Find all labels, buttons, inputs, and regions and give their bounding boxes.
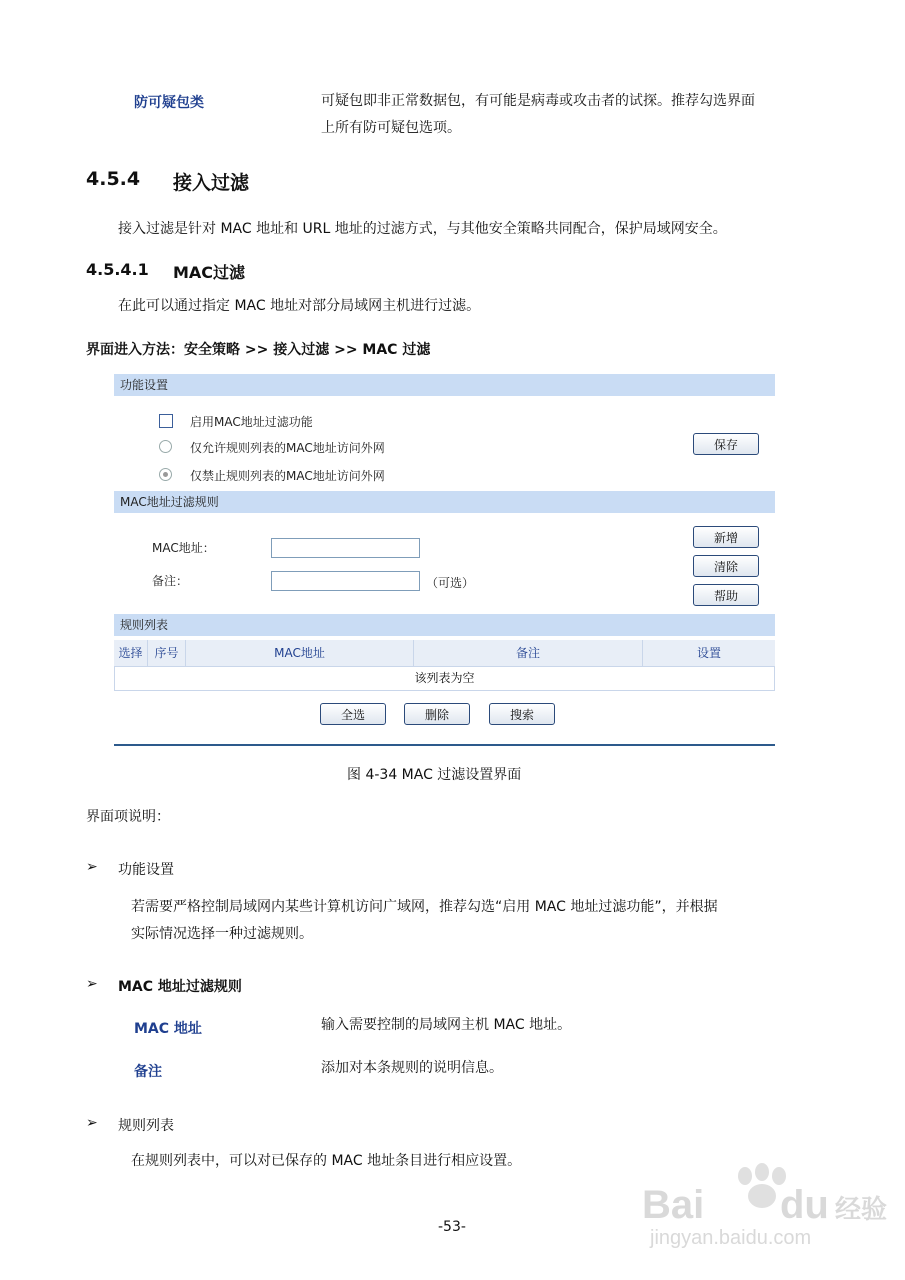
list-desc: 在规则列表中，可以对已保存的 MAC 地址条目进行相应设置。	[131, 1153, 522, 1169]
deny-label: 仅禁止规则列表的MAC地址访问外网	[190, 469, 385, 483]
col-no: 序号	[148, 640, 186, 666]
nav-path: 界面进入方法：安全策略 >> 接入过滤 >> MAC 过滤	[86, 342, 431, 358]
items-heading: 界面项说明：	[86, 809, 170, 825]
panel-bottom-rule	[114, 744, 775, 746]
figure-caption: 图 4-34 MAC 过滤设置界面	[347, 767, 522, 783]
mac-term: MAC 地址	[134, 1021, 202, 1037]
bullet-icon: ➢	[86, 976, 98, 992]
enable-checkbox[interactable]	[159, 414, 173, 428]
mac-input[interactable]	[271, 538, 420, 558]
col-setting: 设置	[696, 646, 721, 660]
help-button[interactable]: 帮助	[693, 584, 759, 606]
allow-radio[interactable]	[159, 440, 172, 453]
page-number: -53-	[438, 1219, 466, 1235]
note-label: 备注：	[152, 574, 189, 588]
intro-desc-line2: 上所有防可疑包选项。	[321, 120, 461, 136]
add-button[interactable]: 新增	[693, 526, 759, 548]
mac-filter-panel	[114, 374, 775, 746]
subsection-title: MAC过滤	[173, 263, 246, 282]
optional-hint: （可选）	[426, 576, 475, 590]
list-title: 规则列表	[118, 1118, 174, 1134]
subsection-number: 4.5.4.1	[86, 260, 149, 279]
section-para: 接入过滤是针对 MAC 地址和 URL 地址的过滤方式，与其他安全策略共同配合，保护局域网安全。	[118, 221, 727, 237]
intro-term: 防可疑包类	[134, 95, 204, 111]
table-header	[114, 640, 775, 667]
col-mac: MAC地址	[186, 640, 414, 666]
svg-text:经验: 经验	[835, 1195, 888, 1225]
svg-text:jingyan.baidu.com: jingyan.baidu.com	[650, 1227, 812, 1249]
deny-radio[interactable]	[159, 468, 172, 481]
func-settings-bar: 功能设置	[114, 374, 775, 396]
subsection-para: 在此可以通过指定 MAC 地址对部分局域网主机进行过滤。	[118, 298, 481, 314]
rule-bar: MAC地址过滤规则	[114, 491, 775, 513]
section-number: 4.5.4	[86, 168, 141, 190]
func-line1: 若需要严格控制局域网内某些计算机访问广域网，推荐勾选“启用 MAC 地址过滤功能”，并根据	[131, 899, 718, 915]
svg-text:du: du	[780, 1183, 829, 1227]
watermark-logo-icon	[640, 1160, 890, 1250]
intro-desc-line1: 可疑包即非正常数据包，有可能是病毒或攻击者的试探。推荐勾选界面	[321, 93, 755, 109]
rule-title: MAC 地址过滤规则	[118, 979, 242, 995]
col-note: 备注	[414, 640, 643, 666]
enable-label: 启用MAC地址过滤功能	[190, 415, 313, 429]
rule-list-bar: 规则列表	[114, 614, 775, 636]
mac-label: MAC地址：	[152, 541, 215, 555]
note-input[interactable]	[271, 571, 420, 591]
mac-desc: 输入需要控制的局域网主机 MAC 地址。	[321, 1017, 572, 1033]
allow-label: 仅允许规则列表的MAC地址访问外网	[190, 441, 385, 455]
col-select: 选择	[114, 640, 148, 666]
search-button[interactable]: 搜索	[489, 703, 555, 725]
bullet-icon: ➢	[86, 859, 98, 875]
baidu-watermark	[640, 1160, 890, 1250]
func-title: 功能设置	[118, 862, 174, 878]
select-all-button[interactable]: 全选	[320, 703, 386, 725]
note-desc: 添加对本条规则的说明信息。	[321, 1060, 503, 1076]
svg-text:Bai: Bai	[642, 1183, 705, 1227]
func-line2: 实际情况选择一种过滤规则。	[131, 926, 313, 942]
bullet-icon: ➢	[86, 1115, 98, 1131]
section-title: 接入过滤	[173, 172, 250, 194]
clear-button[interactable]: 清除	[693, 555, 759, 577]
note-term: 备注	[134, 1064, 162, 1080]
save-button[interactable]: 保存	[693, 433, 759, 455]
empty-list-row: 该列表为空	[114, 667, 775, 691]
delete-button[interactable]: 删除	[404, 703, 470, 725]
